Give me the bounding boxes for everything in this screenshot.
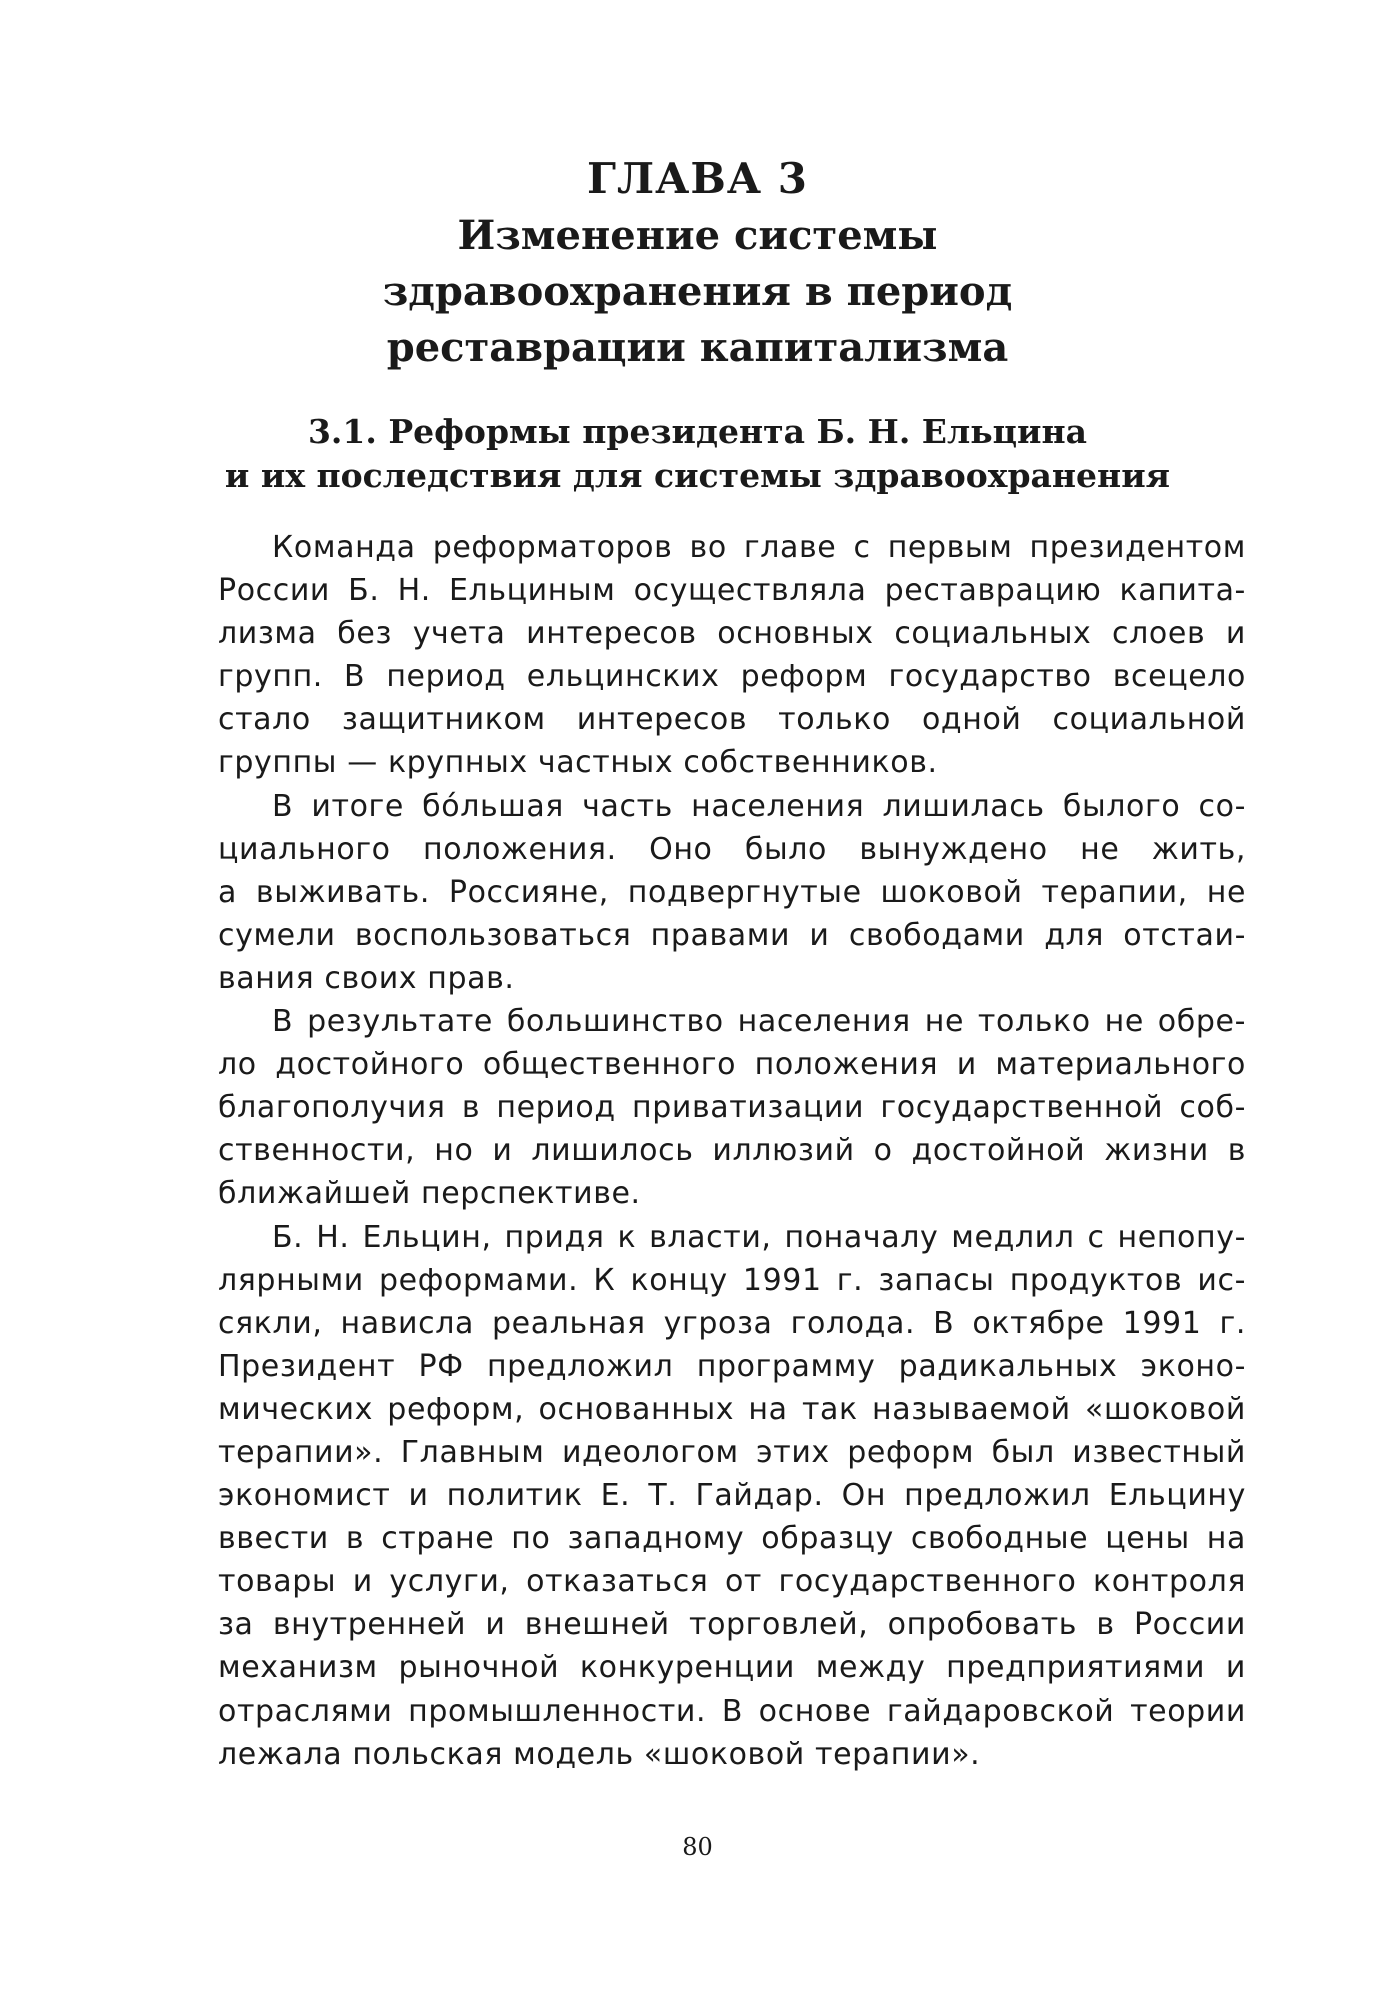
paragraph-line: Президент РФ предложил программу радикальных эконо-	[218, 1348, 1246, 1384]
paragraph-line: ло достойного общественного положения и материального	[218, 1047, 1246, 1083]
paragraph-line: товары и услуги, отказаться от государственного контроля	[218, 1564, 1246, 1600]
paragraph-line: В результате большинство населения не только не обре-	[272, 1004, 1246, 1040]
chapter-title-line: реставрации капитализма	[386, 324, 1009, 371]
paragraph-line: мических реформ, основанных на так называемой «шоковой	[218, 1391, 1246, 1427]
chapter-title-line: Изменение системы	[457, 212, 938, 259]
paragraph-line: благополучия в период приватизации государственной соб-	[218, 1090, 1246, 1126]
paragraph-line: ближайшей перспективе.	[218, 1176, 641, 1212]
paragraph-line: отраслями промышленности. В основе гайдаровской теории	[218, 1693, 1246, 1729]
paragraph	[218, 526, 1246, 785]
page-number: 80	[682, 1833, 713, 1861]
section-title	[0, 410, 1395, 498]
paragraph-line: за внутренней и внешней торговлей, опробовать в России	[218, 1607, 1246, 1643]
chapter-title	[0, 208, 1395, 376]
paragraph-line: а выживать. Россияне, подвергнутые шоковой терапии, не	[218, 874, 1246, 910]
paragraph-line: вания своих прав.	[218, 960, 515, 996]
section-title-line: и их последствия для системы здравоохранения	[224, 456, 1171, 495]
paragraph-line: Б. Н. Ельцин, придя к власти, поначалу медлил с непопу-	[272, 1219, 1246, 1255]
paragraph-line: циального положения. Оно было вынуждено не жить,	[218, 831, 1246, 867]
paragraph-line: механизм рыночной конкуренции между предприятиями и	[218, 1650, 1246, 1686]
paragraph-line: Команда реформаторов во главе с первым президентом	[272, 530, 1246, 565]
paragraph-line: ственности, но и лишилось иллюзий о достойной жизни в	[218, 1133, 1246, 1169]
chapter-title-line: здравоохранения в период	[382, 268, 1013, 315]
paragraph-line: экономист и политик Е. Т. Гайдар. Он предложил Ельцину	[218, 1478, 1246, 1514]
paragraph-line: группы — крупных частных собственников.	[218, 745, 938, 781]
paragraph-line: сякли, нависла реальная угроза голода. В октябре 1991 г.	[218, 1305, 1246, 1341]
paragraph-line: терапии». Главным идеологом этих реформ был известный	[218, 1434, 1246, 1470]
chapter-heading	[0, 150, 1395, 376]
paragraph-line: России Б. Н. Ельциным осуществляла реставрацию капита-	[218, 573, 1246, 609]
paragraph	[218, 1000, 1246, 1215]
section-heading	[0, 410, 1395, 498]
paragraph	[218, 1216, 1246, 1776]
paragraph	[218, 785, 1246, 1000]
paragraph-line: групп. В период ельцинских реформ государство всецело	[218, 659, 1246, 695]
paragraph-line: лярными реформами. К концу 1991 г. запасы продуктов ис-	[218, 1262, 1246, 1298]
paragraph-line: лизма без учета интересов основных социальных слоев и	[218, 616, 1246, 652]
paragraph-line: В итоге бóльшая часть населения лишилась былого со-	[272, 788, 1246, 824]
chapter-label: ГЛАВА 3	[587, 154, 808, 203]
paragraph-line: ввести в стране по западному образцу свободные цены на	[218, 1521, 1246, 1557]
paragraph-line: стало защитником интересов только одной социальной	[218, 702, 1246, 738]
body-text	[218, 526, 1246, 1776]
section-title-line: 3.1. Реформы президента Б. Н. Ельцина	[307, 412, 1088, 451]
paragraph-line: сумели воспользоваться правами и свободами для отстаи-	[218, 917, 1246, 953]
paragraph-line: лежала польская модель «шоковой терапии».	[218, 1736, 981, 1772]
